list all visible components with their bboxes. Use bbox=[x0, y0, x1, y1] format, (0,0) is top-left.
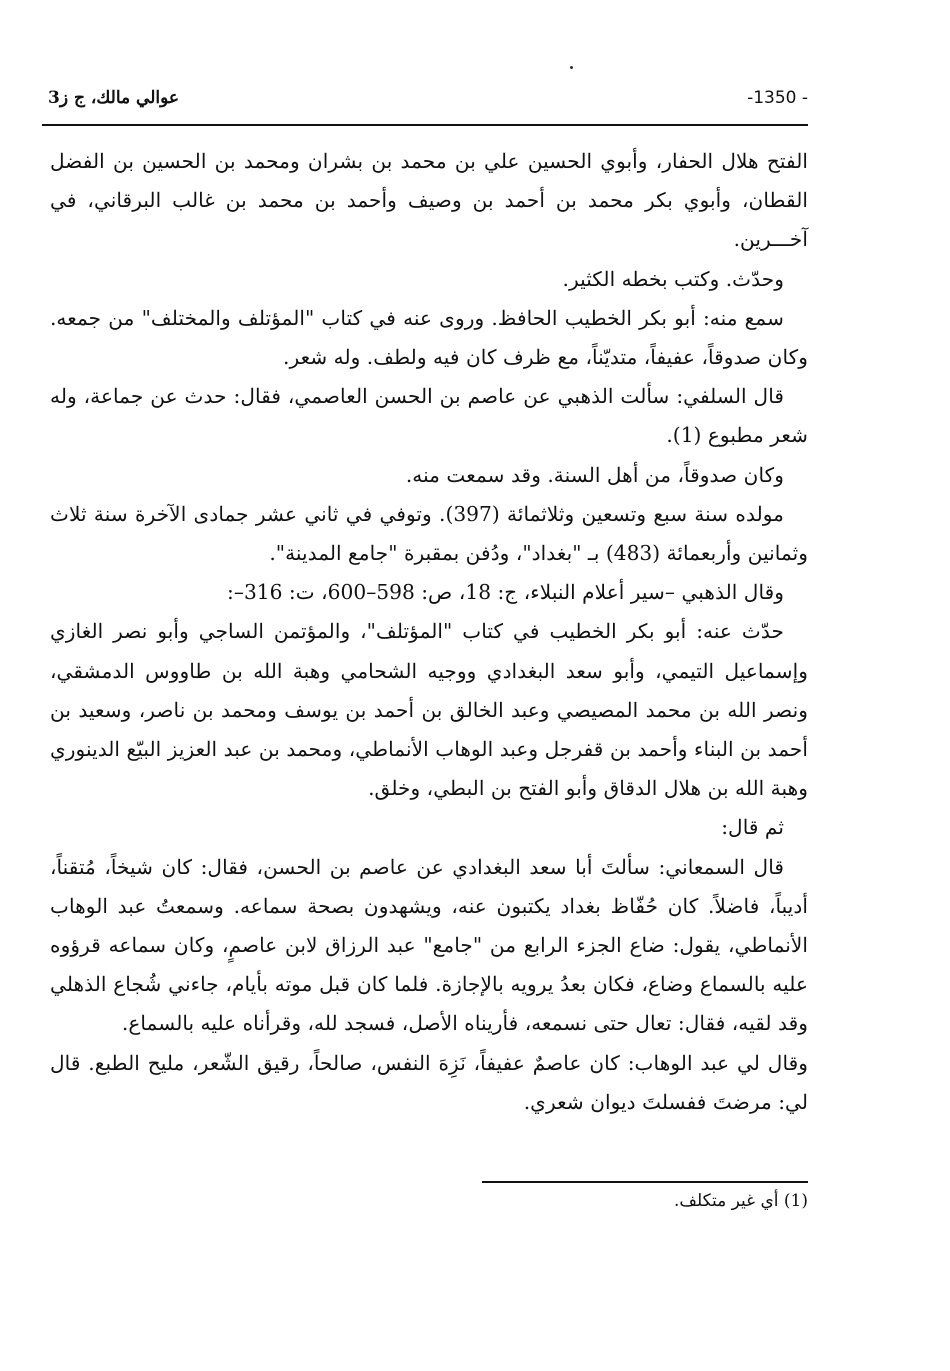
paragraph: قال السمعاني: سألتَ أبا سعد البغدادي عن عاصم بن الحسن، فقال: كان شيخاً، مُتقناً، أديباً، فاضلاً. كان حُفّاظ بغداد يكتبون عنه، ويشهدون بصحة سماعه. وسمعتُ عبد الوهاب الأنماطي، يقول: ضاع الجزء الرابع من "جامع" عبد الرزاق لابن عاصمٍ، وكان سماعه قرؤوه عليه بالسماع وضاع، فكان بعدُ يرويه بالإجازة. فلما كان قبل موته بأيام، جاءني شُجاع الذهلي وقد لقيه، فقال: تعال حتى نسمعه، فأريناه الأصل، فسجد لله، وقرأناه عليه بالسماع. bbox=[50, 854, 808, 1036]
paragraph: مولده سنة سبع وتسعين وثلاثمائة (397). وتوفي في ثاني عشر جمادى الآخرة سنة ثلاث وثمانين وأربعمائة (483) بـ "بغداد"، ودُفن بمقبرة "جامع المدينة". bbox=[50, 501, 808, 566]
paragraph: ثم قال: bbox=[721, 815, 784, 840]
book-title: عوالي مالك، ج ز3 bbox=[48, 88, 180, 108]
paragraph: حدّث عنه: أبو بكر الخطيب في كتاب "المؤتلف"، والمؤتمن الساجي وأبو نصر الغازي وإسماعيل التيمي، وأبو سعد البغدادي ووجيه الشحامي وهبة الله بن طاووس الدمشقي، ونصر الله بن محمد المصيصي وعبد الخالق بن أحمد بن يوسف ومحمد بن ناصر، وسعيد بن أحمد بن البناء وأحمد بن قفرجل وعبد الوهاب الأنماطي، ومحمد بن عبد العزيز البيّع الدينوري وهبة الله بن هلال الدقاق وأبو الفتح بن البطي، وخلق. bbox=[50, 619, 808, 801]
page-number: -1350 - bbox=[747, 88, 808, 108]
scan-speck bbox=[570, 66, 573, 69]
running-header bbox=[48, 84, 808, 122]
paragraph: الفتح هلال الحفار، وأبوي الحسين علي بن محمد بن بشران ومحمد بن الحسين بن الفضل القطان، وأبوي بكر محمد بن أحمد بن وصيف وأحمد بن محمد بن غالب البرقاني، في آخـــرين. bbox=[50, 149, 808, 252]
paragraph: وكان صدوقاً، من أهل السنة. وقد سمعت منه. bbox=[405, 462, 784, 487]
header-rule bbox=[42, 124, 808, 126]
footnote: (1) أي غير متكلف. bbox=[674, 1191, 808, 1211]
paragraph: سمع منه: أبو بكر الخطيب الحافظ. وروى عنه في كتاب "المؤتلف والمختلف" من جمعه. وكان صدوقاً، عفيفاً، متديّناً، مع ظرف كان فيه ولطف. وله شعر. bbox=[50, 305, 808, 370]
paragraph: وقال الذهبي –سير أعلام النبلاء، ج: 18، ص: 598–600، ت: 316–: bbox=[227, 580, 784, 605]
main-text bbox=[50, 142, 808, 1122]
paragraph: وقال لي عبد الوهاب: كان عاصمٌ عفيفاً، نَزِهَ النفس، صالحاً، رقيق الشّعر، مليح الطبع. قال لي: مرضتَ ففسلتَ ديوان شعري. bbox=[50, 1050, 808, 1114]
paragraph: وحدّث. وكتب بخطه الكثير. bbox=[562, 266, 784, 291]
footnote-rule bbox=[482, 1181, 808, 1183]
paragraph: قال السلفي: سألت الذهبي عن عاصم بن الحسن العاصمي، فقال: حدث عن جماعة، وله شعر مطبوع (1). bbox=[50, 384, 808, 448]
